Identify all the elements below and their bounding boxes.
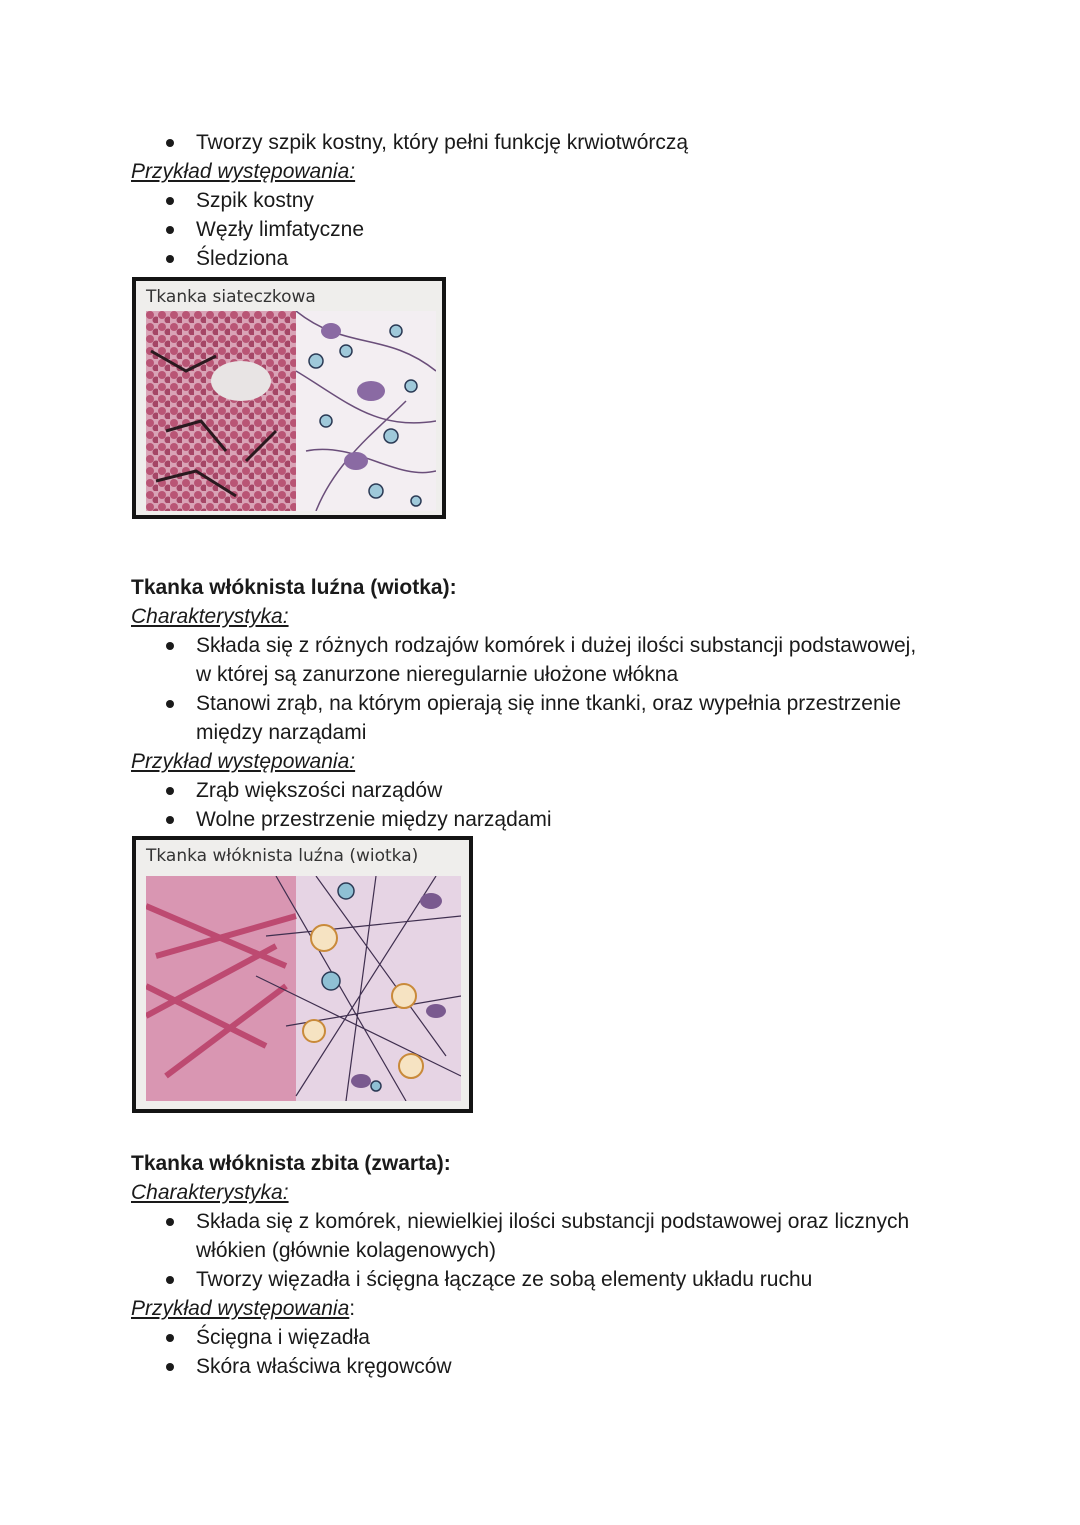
list-item: Szpik kostny	[196, 186, 314, 215]
example-label: Przykład występowania	[131, 1297, 350, 1320]
example-label-colon: :	[349, 1297, 356, 1320]
example-label-line	[131, 1294, 355, 1323]
list-item: Składa się z komórek, niewielkiej ilości substancji podstawowej oraz licznych	[196, 1207, 909, 1236]
figure-caption: Tkanka siateczkowa	[146, 287, 316, 307]
list-item: Wolne przestrzenie między narządami	[196, 805, 552, 834]
reticular-tissue-figure	[132, 277, 446, 519]
list-item: Ścięgna i więzadła	[196, 1323, 370, 1352]
figure-caption: Tkanka włóknista luźna (wiotka)	[146, 846, 419, 866]
reticular-tissue-illustration	[146, 311, 436, 511]
section-title: Tkanka włóknista luźna (wiotka):	[131, 576, 457, 599]
list-item-continuation: między narządami	[196, 721, 367, 744]
example-label: Przykład występowania:	[131, 750, 356, 773]
list-item-continuation: włókien (głównie kolagenowych)	[196, 1239, 496, 1262]
list-item: Tworzy szpik kostny, który pełni funkcję krwiotwórczą	[196, 128, 688, 157]
characteristics-label: Charakterystyka:	[131, 1181, 289, 1204]
list-item: Stanowi zrąb, na którym opierają się inne tkanki, oraz wypełnia przestrzenie	[196, 689, 901, 718]
section-title: Tkanka włóknista zbita (zwarta):	[131, 1152, 451, 1175]
example-label: Przykład występowania:	[131, 160, 356, 183]
list-item: Tworzy więzadła i ścięgna łączące ze sobą elementy układu ruchu	[196, 1265, 812, 1294]
characteristics-label: Charakterystyka:	[131, 605, 289, 628]
list-item: Węzły limfatyczne	[196, 215, 364, 244]
list-item: Zrąb większości narządów	[196, 776, 442, 805]
list-item: Składa się z różnych rodzajów komórek i dużej ilości substancji podstawowej,	[196, 631, 916, 660]
list-item: Skóra właściwa kręgowców	[196, 1352, 452, 1381]
list-item: Śledziona	[196, 244, 288, 273]
loose-fibrous-tissue-figure	[132, 836, 473, 1113]
loose-fibrous-tissue-illustration	[146, 876, 461, 1101]
list-item-continuation: w której są zanurzone nieregularnie ułożone włókna	[196, 663, 679, 686]
